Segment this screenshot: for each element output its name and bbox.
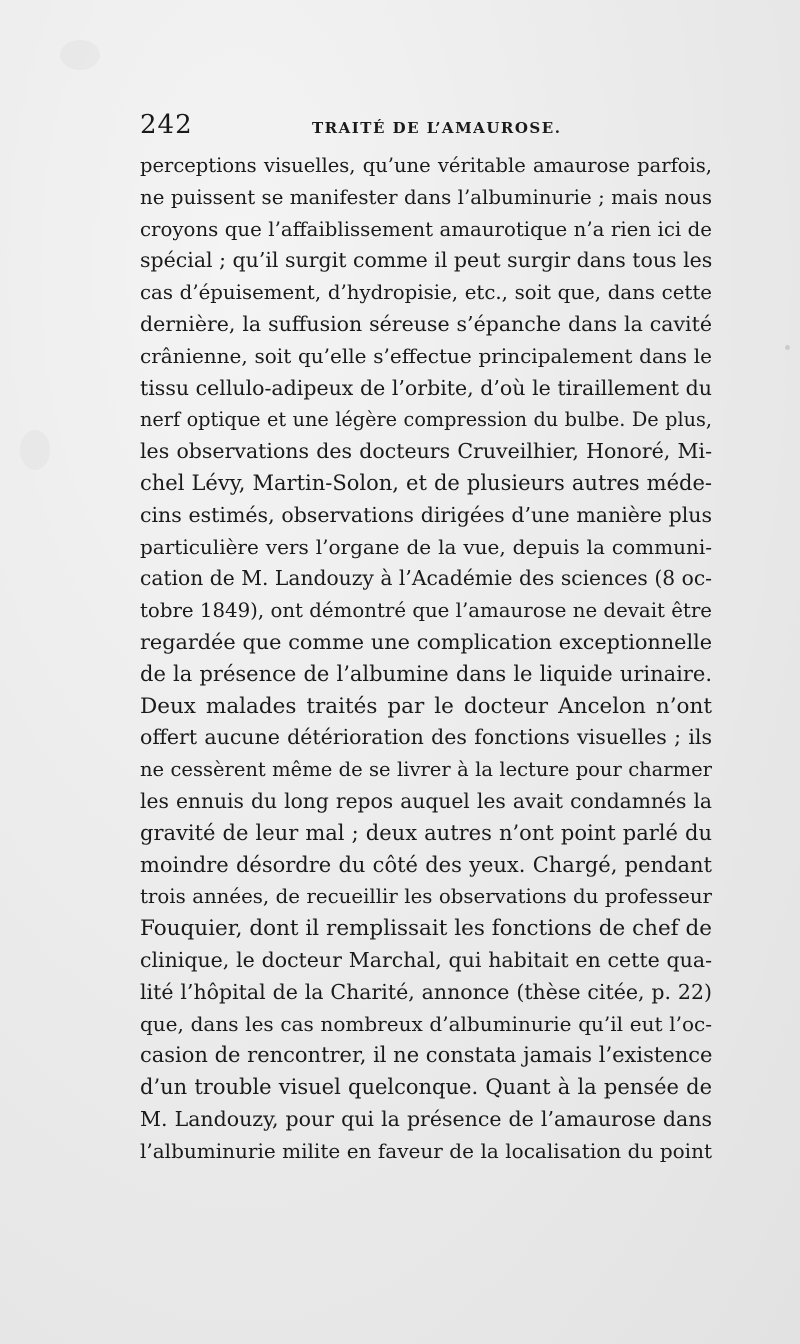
text-line: spécial ; qu’il surgit comme il peut surgir dans tous les (140, 248, 712, 273)
body-text (140, 150, 712, 1168)
text-line: les observations des docteurs Cruveilhier, Honoré, Mi- (140, 439, 712, 464)
page-number: 242 (140, 110, 193, 140)
text-line: perceptions visuelles, qu’une véritable amaurose parfois, (140, 154, 712, 177)
text-line: croyons que l’affaiblissement amaurotique n’a rien ici de (140, 217, 712, 241)
text-line: regardée que comme une complication exceptionnelle (140, 629, 712, 654)
page-header (140, 110, 712, 144)
running-title: TRAITÉ DE L’AMAUROSE. (312, 119, 562, 137)
text-line: ne cessèrent même de se livrer à la lecture pour charmer (140, 758, 712, 782)
text-line: gravité de leur mal ; deux autres n’ont point parlé du (140, 820, 712, 845)
text-line: chel Lévy, Martin-Solon, et de plusieurs autres méde- (140, 470, 712, 495)
text-line: cas d’épuisement, d’hydropisie, etc., soit que, dans cette (140, 281, 712, 305)
paper-speck (60, 40, 100, 70)
text-line: Deux malades traités par le docteur Ancelon n’ont (140, 693, 712, 719)
text-line: l’albuminurie milite en faveur de la localisation du point (140, 1138, 712, 1163)
text-line: offert aucune détérioration des fonctions visuelles ; ils (140, 725, 712, 750)
text-line: lité l’hôpital de la Charité, annonce (thèse citée, p. 22) (140, 979, 712, 1004)
text-line: casion de rencontrer, il ne constata jamais l’existence (140, 1043, 712, 1068)
text-line: particulière vers l’organe de la vue, depuis la communi- (140, 534, 712, 559)
text-line: clinique, le docteur Marchal, qui habitait en cette qua- (140, 947, 712, 972)
text-line: dernière, la suffusion séreuse s’épanche dans la cavité (140, 311, 712, 336)
text-line: que, dans les cas nombreux d’albuminurie qu’il eut l’oc- (140, 1011, 712, 1036)
text-line: nerf optique et une légère compression du bulbe. De plus, (140, 408, 712, 432)
paper-speck (785, 345, 790, 350)
text-line: tobre 1849), ont démontré que l’amaurose ne devait être (140, 599, 712, 623)
text-line: tissu cellulo-adipeux de l’orbite, d’où le tiraillement du (140, 375, 712, 400)
text-line: Fouquier, dont il remplissait les fonctions de chef de (140, 916, 712, 942)
text-line: moindre désordre du côté des yeux. Chargé, pendant (140, 852, 712, 877)
text-line: trois années, de recueillir les observations du professeur (140, 885, 712, 909)
text-line: d’un trouble visuel quelconque. Quant à la pensée de (140, 1075, 712, 1100)
text-line: crânienne, soit qu’elle s’effectue principalement dans le (140, 343, 712, 368)
text-line: M. Landouzy, pour qui la présence de l’amaurose dans (140, 1106, 712, 1131)
paper-speck (20, 430, 50, 470)
text-line: ne puissent se manifester dans l’albuminurie ; mais nous (140, 185, 712, 209)
text-line: de la présence de l’albumine dans le liquide urinaire. (140, 661, 712, 686)
text-line: cins estimés, observations dirigées d’une manière plus (140, 502, 712, 527)
text-line: cation de M. Landouzy à l’Académie des sciences (8 oc- (140, 566, 712, 591)
text-line: les ennuis du long repos auquel les avait condamnés la (140, 788, 712, 813)
